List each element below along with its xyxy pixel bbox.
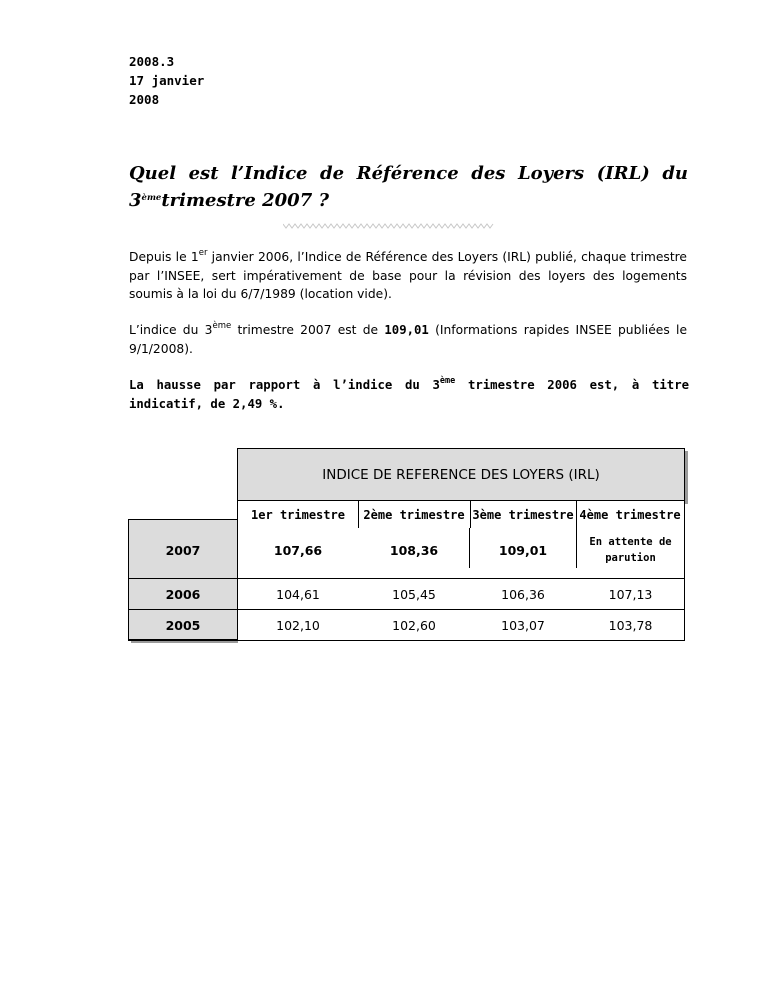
table-cell: 109,01 <box>498 542 548 558</box>
row-year-2007: 2007 <box>165 542 201 558</box>
index-value: 109,01 <box>384 323 429 337</box>
table-cell: 108,36 <box>389 542 439 558</box>
row-year-2005: 2005 <box>165 618 201 633</box>
increase-paragraph: La hausse par rapport à l’indice du 3ème trimestre 2006 est, à titre indicatif, de 2,49 %. <box>129 376 689 411</box>
pending-cell: En attente de parution <box>589 536 672 564</box>
col-header-q3: 3 ème trimestre <box>472 508 574 522</box>
table-cell: 103,78 <box>608 618 653 633</box>
document-year: 2008 <box>129 92 160 107</box>
table-cell: 105,45 <box>392 587 436 602</box>
table-cell: 106,36 <box>501 587 545 602</box>
table-cell: 102,10 <box>276 618 320 633</box>
table-cell: 104,61 <box>276 587 320 602</box>
table-cell: 107,13 <box>608 587 653 602</box>
grid-line <box>128 640 685 641</box>
col-header-q4: 4 ème trimestre <box>579 508 681 522</box>
col-header-q2: 2 ème trimestre <box>363 508 465 522</box>
index-paragraph: L’indice du 3ème trimestre 2007 est de 109,01 (Informations rapides INSEE publiées le 9/1/2008). <box>129 321 688 356</box>
document-reference: 2008.3 <box>129 54 175 69</box>
grid-line <box>470 500 471 528</box>
grid-line <box>128 609 685 610</box>
grid-line <box>684 500 685 640</box>
row-year-2006: 2006 <box>165 587 201 602</box>
intro-paragraph: Depuis le 1er janvier 2006, l’Indice de Référence des Loyers (IRL) publié, chaque trimestre par l’INSEE, sert impérativement de base pour la révision des loyers des logements soumis à la loi du 6/7/1989 (location vide). <box>129 248 687 301</box>
grid-line <box>576 500 577 528</box>
grid-line <box>128 578 685 579</box>
document-date: 17 janvier <box>129 73 205 88</box>
table-cell: 103,07 <box>501 618 545 633</box>
grid-line <box>358 500 359 528</box>
table-cell: 102,60 <box>392 618 436 633</box>
table-cell: 107,66 <box>273 542 323 558</box>
col-header-q1: 1 er trimestre <box>251 508 345 522</box>
page-title-line2: 3èmetrimestre 2007 ? <box>129 190 330 211</box>
table-title-shadow <box>685 451 688 504</box>
table-title: INDICE DE REFERENCE DES LOYERS (IRL) <box>322 467 600 483</box>
page-title: Quel est l’Indice de Référence des Loyers (IRL) du <box>129 163 688 184</box>
